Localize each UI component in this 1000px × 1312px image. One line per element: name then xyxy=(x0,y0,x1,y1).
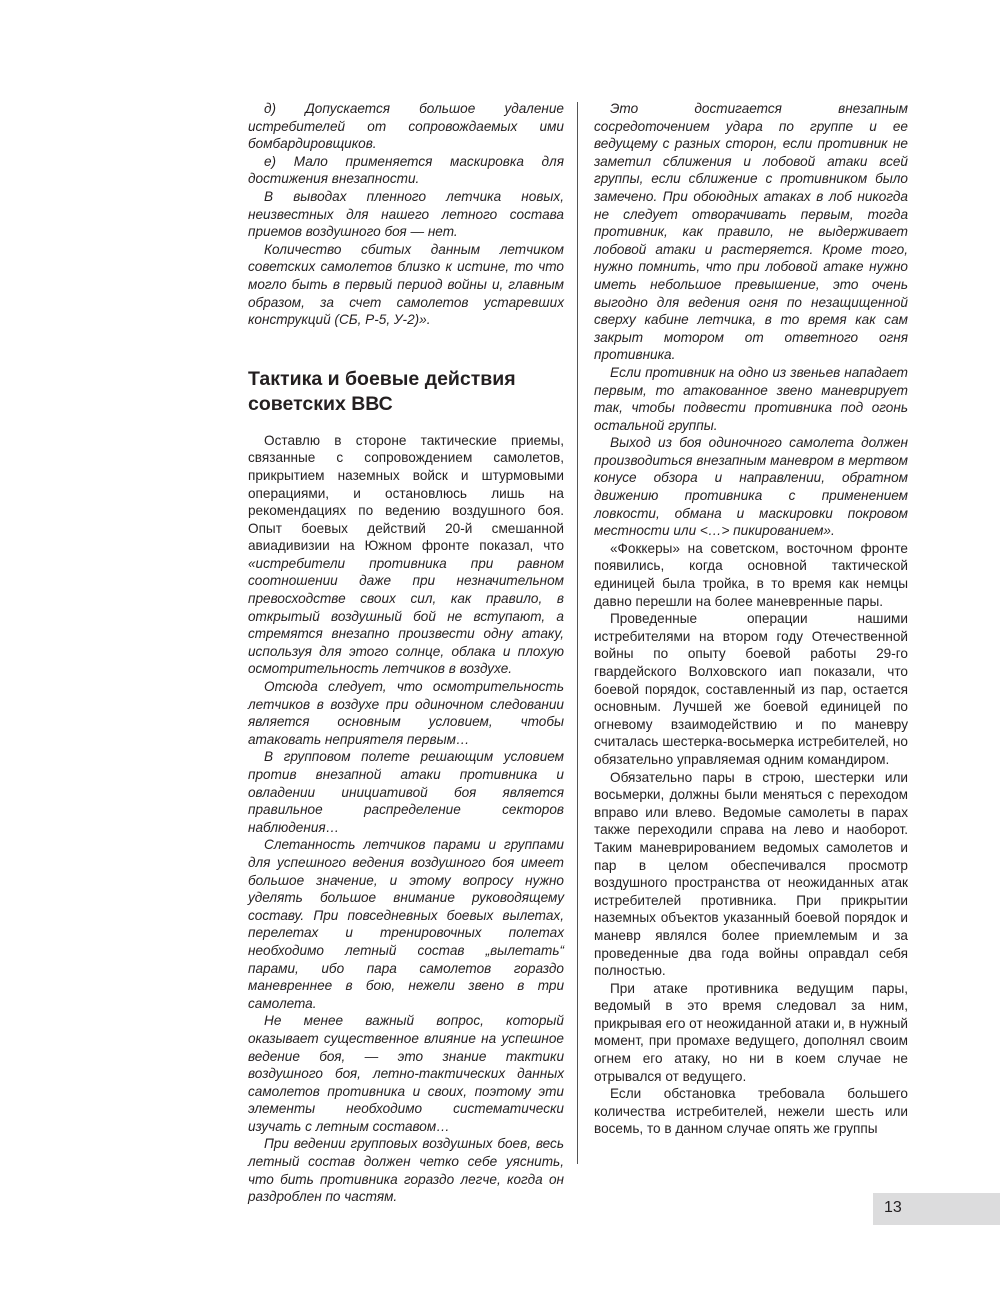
paragraph: Это достигается внезапным сосредоточением удара по группе и ее ведущему с разных сторон, если противник не заметил сближения и лобовой атаки всей группы, если сближение с противником было замечено. При обоюдных атаках в лоб никогда не следует отворачивать первым, тогда противник, как правило, не выдерживает лобовой атаки и растеряется. Кроме того, нужно помнить, что при лобовой атаке нужно иметь небольшое превышение, это очень выгодно для ведения огня по незащищенной сверху кабине летчика, в то время как сам закрыт мотором от ответного огня противника. xyxy=(594,101,908,363)
right-column xyxy=(594,100,908,1138)
page-number: 13 xyxy=(884,1199,902,1216)
section-heading-wrap xyxy=(248,367,564,417)
paragraph: Обязательно пары в строю, шестерки или восьмерки, должны были меняться с переходом вправо или влево. Ведомые самолеты в парах также переходили справа на лево и наоборот. Таким маневрированием ведомых самолетов и пар в целом обеспечивался просмотр воздушного пространства от неожиданных атак истребителей противника. При прикрытии наземных объектов указанный боевой порядок и маневр являлся более приемлемым и за проведенные два года войны оправдал себя полностью. xyxy=(594,769,908,979)
paragraph: е) Мало применяется маскировка для достижения внезапности. xyxy=(248,153,564,187)
paragraph: При ведении групповых воздушных боев, весь летный состав должен четко себе уяснить, что бить противника гораздо легче, когда он раздроблен по частям. xyxy=(248,1136,564,1205)
column-divider xyxy=(577,102,578,1164)
intro-quote-text: «истребители противника при равном соотношении даже при незначительном превосходстве своих сил, как правило, в открытый воздушный бой не вступают, а стремятся внезапно произвести одну атаку, используя для этого солнце, облака и плохую осмотрительность летчиков в воздухе. xyxy=(248,555,564,677)
paragraph: Проведенные операции нашими истребителями на втором году Отечественной войны по опыту боевой работы 29-го гвардейского Волховского иап показали, что боевой порядок, составленный из пар, остается основным. Лучшей же боевой единицей по огневому взаимодействию и по маневру считалась шестерка-восьмерка истребителей, но обязательно управляемая одним командиром. xyxy=(594,611,908,767)
intro-regular-text: Оставлю в стороне тактические приемы, связанные с сопровождением самолетов, прикрытием наземных войск и штурмовыми операциями, и остановлюсь лишь на рекомендациях по ведению воздушного боя. Опыт боевых действий 20-й смешанной авиадивизии на Южном фронте показал, что xyxy=(248,432,564,554)
page-number-box xyxy=(873,1193,1000,1225)
paragraph: д) Допускается большое удаление истребителей от сопровождаемых ими бомбардировщиков. xyxy=(248,101,564,152)
paragraph: Отсюда следует, что осмотрительность летчиков в воздухе при одиночном следовании является основным условием, чтобы атаковать неприятеля первым… xyxy=(248,679,564,747)
paragraph: При атаке противника ведущим пары, ведомый в это время следовал за ним, прикрывая его от неожиданной атаки и, в нужный момент, при промахе ведущего, дополнял своим огнем его атаку, но ни в коем случае не отрывался от ведущего. xyxy=(594,980,908,1084)
paragraph: Если обстановка требовала большего количества истребителей, нежели шесть или восемь, то в данном случае опять же группы xyxy=(594,1086,908,1137)
paragraph: Слетанность летчиков парами и группами для успешного ведения воздушного боя имеет большое значение, и этому вопросу нужно уделять большое внимание руководящему составу. При повседневных боевых вылетах, перелетах и тренировочных полетах необходимо летный состав „вылетать“ парами, ибо пара самолетов гораздо маневреннее в бою, нежели звено в три самолета. xyxy=(248,837,564,1011)
left-column xyxy=(248,100,564,1206)
section-heading: Тактика и боевые действия советских ВВС xyxy=(248,367,516,415)
paragraph: Выход из боя одиночного самолета должен производиться внезапным маневром в мертвом конусе обзора и направлении, обратном движению противника с применением ловкости, обмана и маскировки покровом местности или <…> пикированием». xyxy=(594,435,908,539)
intro-paragraph xyxy=(248,432,564,678)
paragraph: Количество сбитых данным летчиком советских самолетов близко к истине, то что могло быть в первый период войны и, главным образом, за счет самолетов устаревших конструкций (СБ, Р-5, У-2)». xyxy=(248,241,564,328)
paragraph: В выводах пленного летчика новых, неизвестных для нашего летного состава приемов воздушного боя — нет. xyxy=(248,188,564,240)
paragraph: В групповом полете решающим условием против внезапной атаки противника и овладении инициативой боя является правильное распределение секторов наблюдения… xyxy=(248,749,564,835)
paragraph: Если противник на одно из звеньев нападает первым, то атакованное звено маневрирует так, чтобы подвести противника под огонь остальной группы. xyxy=(594,364,908,433)
paragraph: Не менее важный вопрос, который оказывает существенное влияние на успешное ведение боя, — это знание тактики воздушного боя, летно-тактических данных самолетов противника и своих, поэтому эти элементы необходимо систематически изучать с летным составом… xyxy=(248,1013,564,1134)
paragraph: «Фоккеры» на советском, восточном фронте появились, когда основной тактической единицей была тройка, в то время как немцы давно перешли на более маневренные пары. xyxy=(594,540,908,609)
